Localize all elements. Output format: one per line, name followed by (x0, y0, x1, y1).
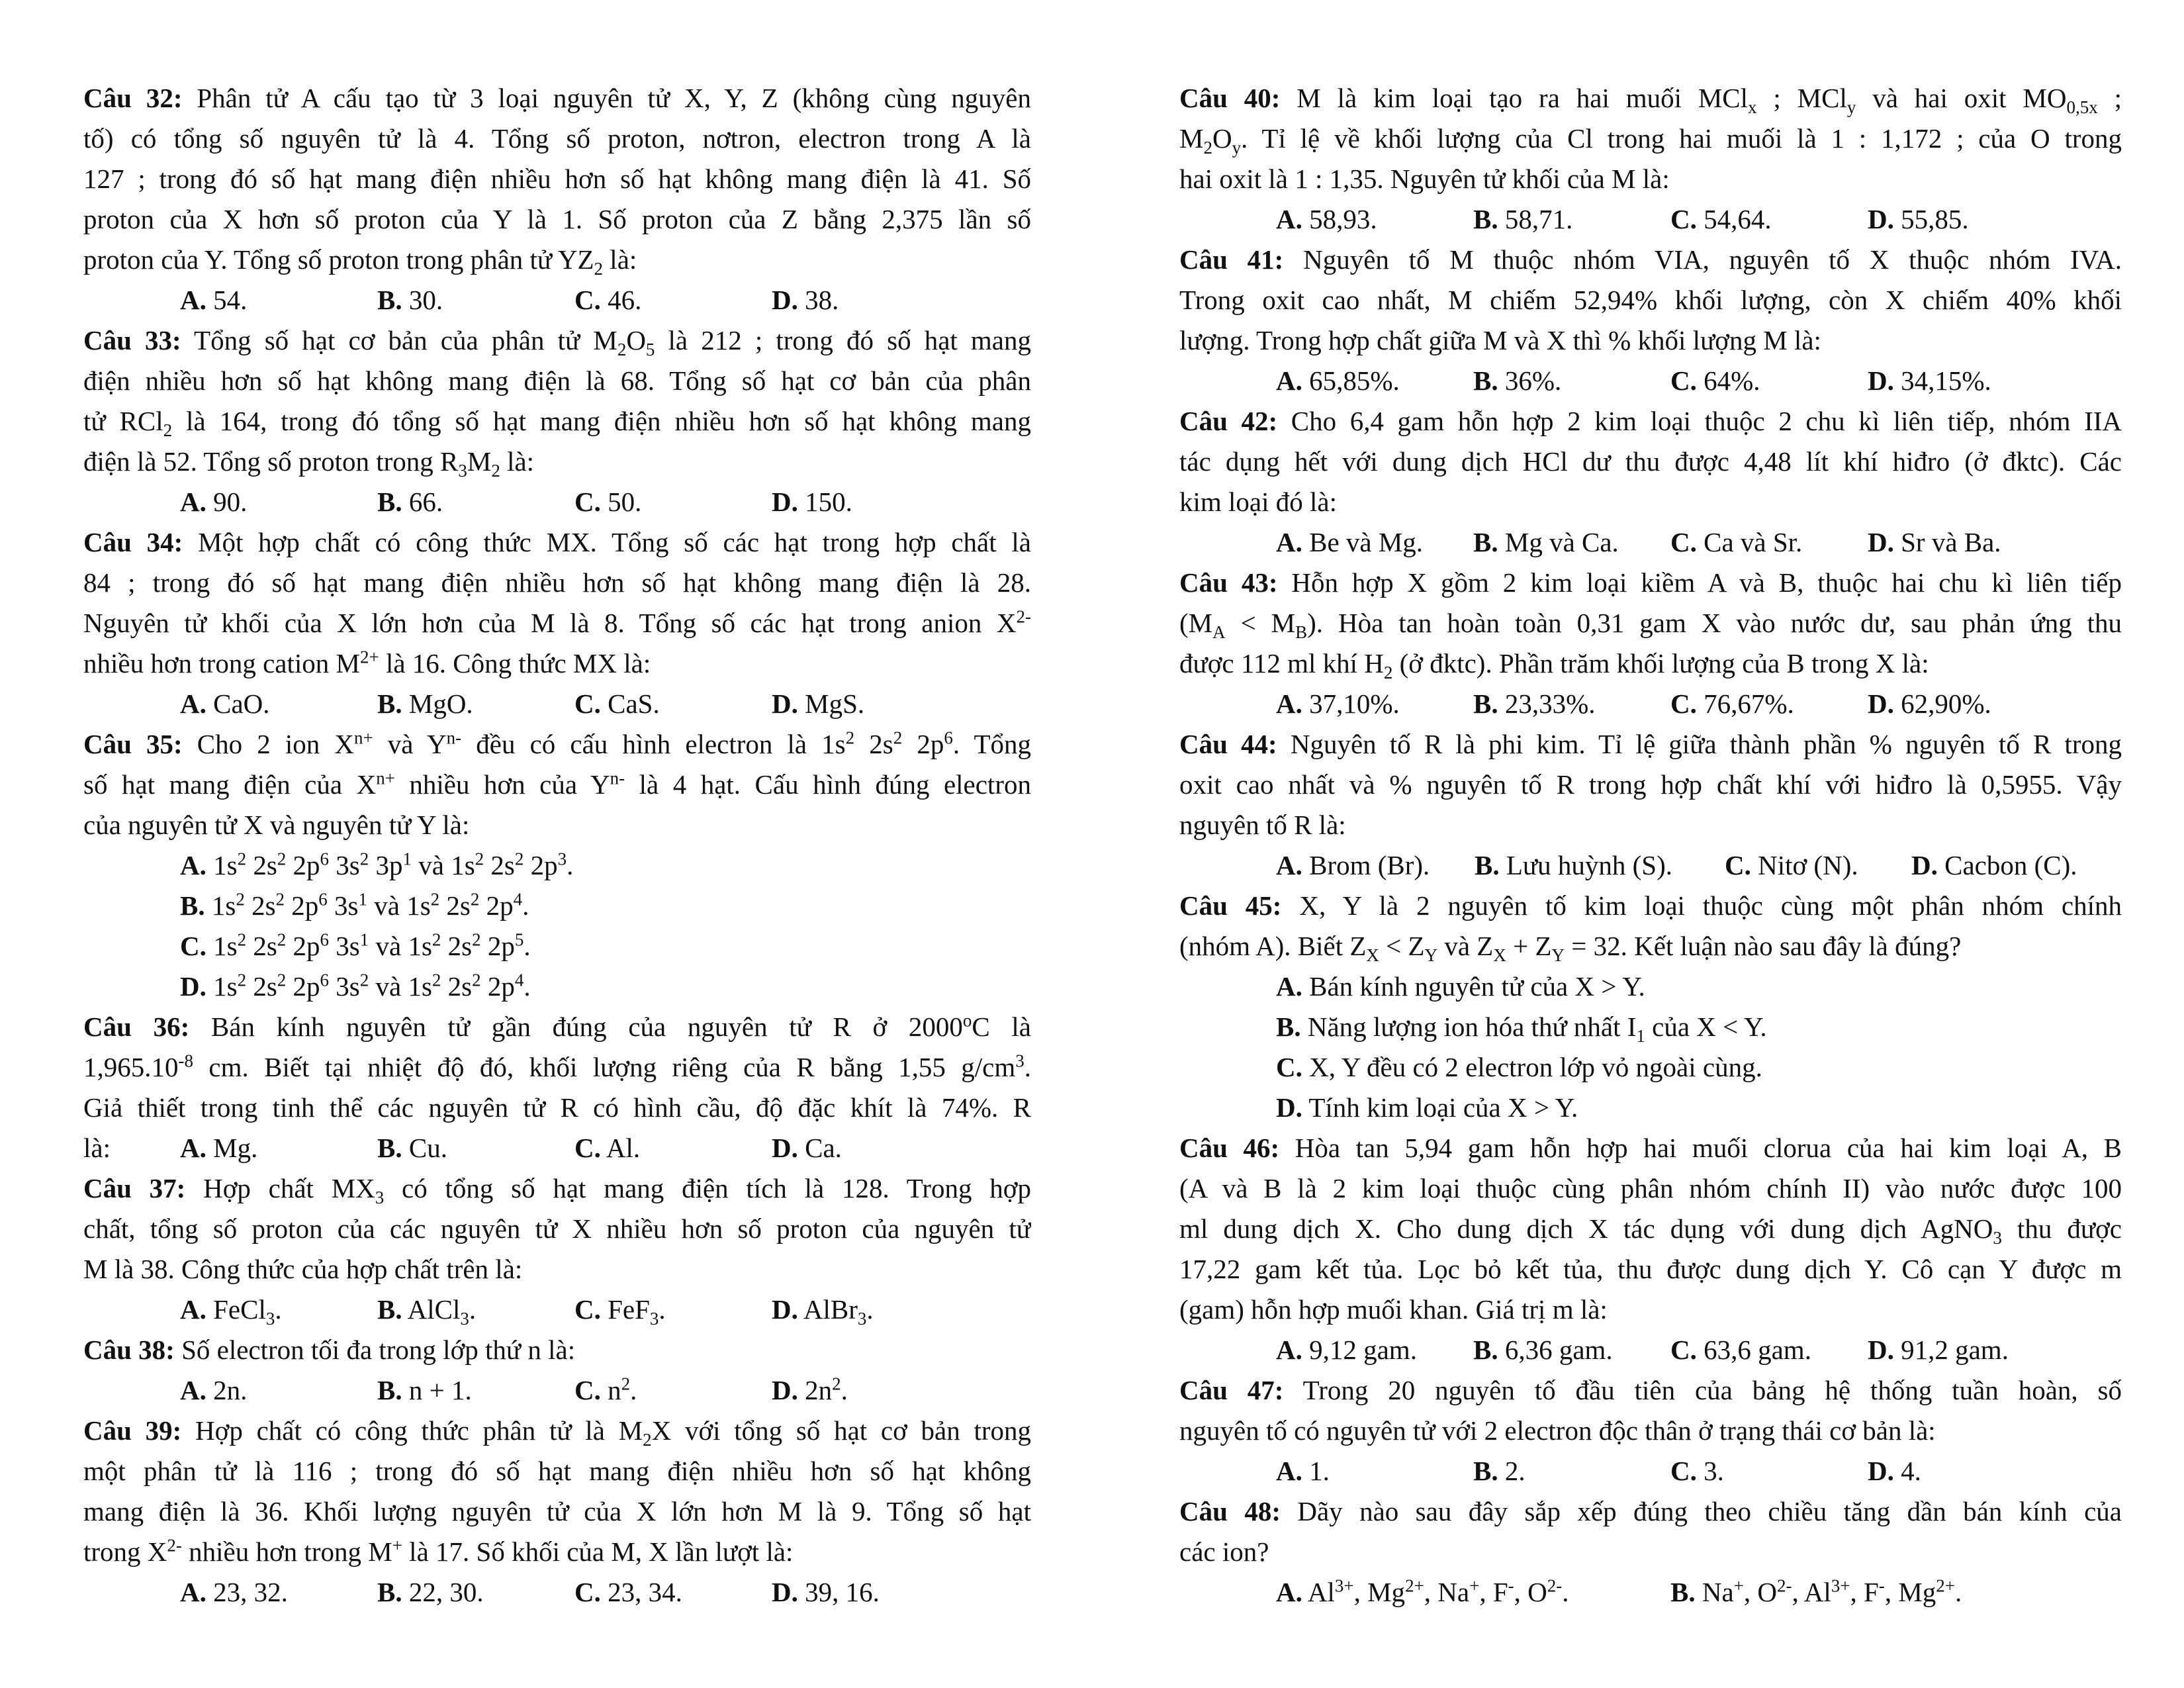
q45-option-b[interactable]: B. Năng lượng ion hóa thứ nhất $I_1$ của X < Y. (1276, 1011, 1767, 1047)
q44-line-2: oxit cao nhất và % nguyên tố R trong hợp chất khí với hiđro là 0,5955. Vậy (1179, 769, 2122, 800)
q38-options (83, 1370, 1031, 1411)
q39-options (83, 1572, 1031, 1613)
q39-line-3: mang điện là 36. Khối lượng nguyên tử của X lớn hơn M là 9. Tổng số hạt (83, 1496, 1031, 1526)
q41-option-a[interactable]: A. 65,85%. (1276, 365, 1400, 396)
q34-option-a[interactable]: A. CaO. (180, 688, 270, 719)
q39-line-4: trong $X^{2-}$ nhiều hơn trong M+ là 17. Số khối của M, X lần lượt là: (83, 1535, 794, 1567)
q46-line-5: (gam) hỗn hợp muối khan. Giá trị m là: (1179, 1294, 1608, 1325)
q45-option-d[interactable]: D. Tính kim loại của X > Y. (1276, 1092, 1578, 1123)
q32-option-c[interactable]: C. 46. (574, 285, 642, 315)
q36-option-a[interactable]: A. Mg. (180, 1133, 258, 1163)
q36-line-1: Câu 36: Bán kính nguyên tử gần đúng của nguyên tử R ở 2000$^o$C là (83, 1010, 1031, 1042)
q48-option-b[interactable]: B. Na+, $O^{2-}$, $Al^{3+}$, F-, $Mg^{2+}$. (1670, 1575, 1962, 1607)
q41-option-d[interactable]: D. 34,15%. (1868, 365, 1991, 396)
q47-option-c[interactable]: C. 3. (1670, 1456, 1724, 1486)
q35-line-2: số hạt mang điện của $X^{n+}$ nhiều hơn của $Y^{n-}$ là 4 hạt. Cấu hình đúng electron (83, 768, 1031, 800)
q32-line-2: tố) có tổng số nguyên tử là 4. Tổng số proton, nơtron, electron trong A là (83, 123, 1031, 154)
q37-options (83, 1289, 1031, 1330)
q34-line-4: nhiều hơn trong cation $M^{2+}$ là 16. Công thức MX là: (83, 647, 651, 679)
q41-line-1: Câu 41: Nguyên tố M thuộc nhóm VIA, nguyên tố X thuộc nhóm IVA. (1179, 244, 2122, 275)
q32-line-3: 127 ; trong đó số hạt mang điện nhiều hơn số hạt không mang điện là 41. Số (83, 164, 1031, 194)
q41-option-b[interactable]: B. 36%. (1473, 365, 1562, 396)
q46-options (1179, 1330, 2122, 1370)
q44-option-b[interactable]: B. Lưu huỳnh (S). (1475, 850, 1672, 880)
q32-options (83, 280, 1031, 320)
q42-line-1: Câu 42: Cho 6,4 gam hỗn hợp 2 kim loại thuộc 2 chu kì liên tiếp, nhóm IIA (1179, 406, 2122, 436)
q38-option-b[interactable]: B. n + 1. (377, 1375, 472, 1405)
q38-line-1: Câu 38: Số electron tối đa trong lớp thứ n là: (83, 1335, 576, 1365)
q35-option-b[interactable]: B. $1s^2$ $2s^2$ $2p^6$ $3s^1$ và $1s^2$ $2s^2$ $2p^4$. (180, 889, 529, 921)
q33-option-c[interactable]: C. 50. (574, 487, 642, 517)
q36-option-c[interactable]: C. Al. (574, 1133, 641, 1163)
q38-option-a[interactable]: A. 2n. (180, 1375, 248, 1405)
q39-option-d[interactable]: D. 39, 16. (772, 1577, 880, 1607)
q46-line-1: Câu 46: Hòa tan 5,94 gam hỗn hợp hai muối clorua của hai kim loại A, B (1179, 1133, 2122, 1163)
q43-option-a[interactable]: A. 37,10%. (1276, 688, 1400, 719)
q40-line-3: hai oxit là 1 : 1,35. Nguyên tử khối của M là: (1179, 164, 1670, 194)
q42-option-b[interactable]: B. Mg và Ca. (1473, 527, 1619, 557)
q40-option-a[interactable]: A. 58,93. (1276, 204, 1377, 234)
q40-option-c[interactable]: C. 54,64. (1670, 204, 1772, 234)
q33-options (83, 482, 1031, 522)
q32-option-a[interactable]: A. 54. (180, 285, 248, 315)
q35-option-a[interactable]: A. $1s^2$ $2s^2$ $2p^6$ $3s^2$ $3p^1$ và $1s^2$ $2s^2$ $2p^3$. (180, 849, 574, 880)
q44-option-a[interactable]: A. Brom (Br). (1276, 850, 1430, 880)
q37-line-3: M là 38. Công thức của hợp chất trên là: (83, 1254, 523, 1284)
q40-options (1179, 199, 2122, 240)
q43-option-d[interactable]: D. 62,90%. (1868, 688, 1991, 719)
q36-line-2: $1,965.10^{-8}$ cm. Biết tại nhiệt độ đó, khối lượng riêng của R bằng 1,55 $g/cm^3$. (83, 1051, 1031, 1082)
q32-option-b[interactable]: B. 30. (377, 285, 443, 315)
q33-line-4: điện là 52. Tổng số proton trong $R_3M_2$ là: (83, 446, 535, 481)
q41-line-3: lượng. Trong hợp chất giữa M và X thì % khối lượng M là: (1179, 325, 1821, 355)
q37-option-a[interactable]: A. FeCl$_3$. (180, 1294, 282, 1329)
q41-line-2: Trong oxit cao nhất, M chiếm 52,94% khối lượng, còn X chiếm 40% khối (1179, 285, 2122, 315)
q36-line-3: Giả thiết trong tinh thể các nguyên tử R có hình cầu, độ đặc khít là 74%. R (83, 1092, 1031, 1123)
q46-option-a[interactable]: A. 9,12 gam. (1276, 1335, 1417, 1365)
q39-line-1: Câu 39: Hợp chất có công thức phân tử là $M_2X$ với tổng số hạt cơ bản trong (83, 1415, 1031, 1450)
right-column (1179, 78, 2122, 1613)
q42-options (1179, 522, 2122, 563)
q37-option-c[interactable]: C. FeF$_3$. (574, 1294, 666, 1329)
q47-line-1: Câu 47: Trong 20 nguyên tố đầu tiên của bảng hệ thống tuần hoàn, số (1179, 1375, 2122, 1405)
q46-option-c[interactable]: C. 63,6 gam. (1670, 1335, 1811, 1365)
q32-option-d[interactable]: D. 38. (772, 285, 839, 315)
q44-option-d[interactable]: D. Cacbon (C). (1911, 850, 2077, 880)
q35-option-d[interactable]: D. $1s^2$ $2s^2$ $2p^6$ $3s^2$ và $1s^2$ $2s^2$ $2p^4$. (180, 970, 531, 1002)
q34-option-b[interactable]: B. MgO. (377, 688, 473, 719)
q37-option-b[interactable]: B. AlCl$_3$. (377, 1294, 477, 1329)
q33-line-1: Câu 33: Tổng số hạt cơ bản của phân tử $M_2O_5$ là 212 ; trong đó số hạt mang (83, 325, 1031, 360)
q34-line-3: Nguyên tử khối của X lớn hơn của M là 8. Tổng số các hạt trong anion $X^{2-}$ (83, 606, 1031, 638)
q46-line-2: (A và B là 2 kim loại thuộc cùng phân nhóm chính II) vào nước được 100 (1179, 1173, 2122, 1203)
q36-option-b[interactable]: B. Cu. (377, 1133, 447, 1163)
q41-option-c[interactable]: C. 64%. (1670, 365, 1760, 396)
q46-option-d[interactable]: D. 91,2 gam. (1868, 1335, 2009, 1365)
q36-option-d[interactable]: D. Ca. (772, 1133, 842, 1163)
q32-line-4: proton của X hơn số proton của Y là 1. Số proton của Z bằng 2,375 lần số (83, 204, 1031, 234)
q34-option-d[interactable]: D. MgS. (772, 688, 865, 719)
q33-line-2: điện nhiều hơn số hạt không mang điện là 68. Tổng số hạt cơ bản của phân (83, 365, 1031, 396)
q48-option-a[interactable]: A. $Al^{3+}$, $Mg^{2+}$, Na+, F-, $O^{2-}$. (1276, 1575, 1569, 1607)
q44-line-1: Câu 44: Nguyên tố R là phi kim. Tỉ lệ giữa thành phần % nguyên tố R trong (1179, 729, 2122, 759)
q44-line-3: nguyên tố R là: (1179, 810, 1346, 840)
q42-line-2: tác dụng hết với dung dịch HCl dư thu được 4,48 lít khí hiđro (ở đktc). Các (1179, 446, 2122, 477)
q48-options (1179, 1572, 2122, 1613)
q33-line-3: tử RCl$_2$ là 164, trong đó tổng số hạt mang điện nhiều hơn số hạt không mang (83, 406, 1031, 441)
q34-options (83, 684, 1031, 724)
q43-option-c[interactable]: C. 76,67%. (1670, 688, 1794, 719)
q48-line-2: các ion? (1179, 1536, 1269, 1567)
q44-options (1179, 845, 2122, 886)
q40-line-1: Câu 40: M là kim loại tạo ra hai muối MCl$_x$ ; MCl$_y$ và hai oxit $MO_{0,5x}$ ; (1179, 83, 2122, 118)
q47-option-b[interactable]: B. 2. (1473, 1456, 1525, 1486)
q32-line-5: proton của Y. Tổng số proton trong phân tử $YZ_2$ là: (83, 244, 637, 279)
q33-option-a[interactable]: A. 90. (180, 487, 248, 517)
q34-line-2: 84 ; trong đó số hạt mang điện nhiều hơn số hạt không mang điện là 28. (83, 567, 1031, 598)
q38-option-c[interactable]: C. $n^2$. (574, 1374, 637, 1405)
q32-line-1: Câu 32: Phân tử A cấu tạo từ 3 loại nguyên tử X, Y, Z (không cùng nguyên (83, 83, 1031, 113)
q37-line-1: Câu 37: Hợp chất $MX_3$ có tổng số hạt mang điện tích là 128. Trong hợp (83, 1173, 1031, 1208)
q46-line-3: ml dung dịch X. Cho dung dịch X tác dụng với dung dịch AgNO$_3$ thu được (1179, 1213, 2122, 1248)
q34-line-1: Câu 34: Một hợp chất có công thức MX. Tổng số các hạt trong hợp chất là (83, 527, 1031, 557)
q43-line-2: $(M_A < M_B)$. Hòa tan hoàn toàn 0,31 gam X vào nước dư, sau phản ứng thu (1179, 608, 2122, 643)
q42-option-c[interactable]: C. Ca và Sr. (1670, 527, 1803, 557)
q39-option-c[interactable]: C. 23, 34. (574, 1577, 682, 1607)
q35-option-c[interactable]: C. $1s^2$ $2s^2$ $2p^6$ $3s^1$ và $1s^2$ $2s^2$ $2p^5$. (180, 929, 531, 961)
q39-line-2: một phân tử là 116 ; trong đó số hạt mang điện nhiều hơn số hạt không (83, 1456, 1031, 1486)
q42-line-3: kim loại đó là: (1179, 487, 1337, 517)
q47-option-d[interactable]: D. 4. (1868, 1456, 1921, 1486)
q42-option-a[interactable]: A. Be và Mg. (1276, 527, 1424, 557)
q41-options (1179, 361, 2122, 401)
q44-option-c[interactable]: C. Nitơ (N). (1725, 850, 1858, 880)
q39-option-b[interactable]: B. 22, 30. (377, 1577, 484, 1607)
q35-line-1: Câu 35: Cho 2 ion $X^{n+}$ và $Y^{n-}$ đều có cấu hình electron là $1s^2$ $2s^2$ $2p^6$. Tổng (83, 727, 1031, 759)
q46-option-b[interactable]: B. 6,36 gam. (1473, 1335, 1613, 1365)
q42-option-d[interactable]: D. Sr và Ba. (1868, 527, 2001, 557)
q43-options (1179, 684, 2122, 724)
q33-option-b[interactable]: B. 66. (377, 487, 443, 517)
q35-line-3: của nguyên tử X và nguyên tử Y là: (83, 810, 470, 840)
q37-option-d[interactable]: D. AlBr$_3$. (772, 1294, 874, 1329)
q47-options (1179, 1451, 2122, 1491)
q43-line-1: Câu 43: Hỗn hợp X gồm 2 kim loại kiềm A và B, thuộc hai chu kì liên tiếp (1179, 567, 2122, 598)
q39-option-a[interactable]: A. 23, 32. (180, 1577, 288, 1607)
q45-line-2: (nhóm A). Biết $Z_X < Z_Y$ và $Z_X + Z_Y = 32$. Kết luận nào sau đây là đúng? (1179, 931, 1962, 966)
q47-line-2: nguyên tố có nguyên tử với 2 electron độc thân ở trạng thái cơ bản là: (1179, 1415, 1936, 1446)
q48-line-1: Câu 48: Dãy nào sau đây sắp xếp đúng theo chiều tăng dần bán kính của (1179, 1496, 2122, 1526)
q40-line-2: $M_2O_y$. Tỉ lệ về khối lượng của Cl trong hai muối là 1 : 1,172 ; của O trong (1179, 123, 2122, 158)
q43-option-b[interactable]: B. 23,33%. (1473, 688, 1596, 719)
q34-option-c[interactable]: C. CaS. (574, 688, 660, 719)
q40-option-b[interactable]: B. 58,71. (1473, 204, 1573, 234)
q37-line-2: chất, tổng số proton của các nguyên tử X nhiều hơn số proton của nguyên tử (83, 1213, 1031, 1244)
q45-line-1: Câu 45: X, Y là 2 nguyên tố kim loại thuộc cùng một phân nhóm chính (1179, 890, 2122, 921)
left-column (83, 78, 1031, 1613)
q38-option-d[interactable]: D. $2n^2$. (772, 1374, 848, 1405)
q43-line-3: được 112 ml khí $H_2$ (ở đktc). Phần trăm khối lượng của B trong X là: (1179, 648, 1929, 683)
q46-line-4: 17,22 gam kết tủa. Lọc bỏ kết tủa, thu được dung dịch Y. Cô cạn Y được m (1179, 1254, 2122, 1284)
q33-option-d[interactable]: D. 150. (772, 487, 852, 517)
q40-option-d[interactable]: D. 55,85. (1868, 204, 1969, 234)
q45-option-c[interactable]: C. X, Y đều có 2 electron lớp vỏ ngoài cùng. (1276, 1052, 1762, 1082)
q36-options (83, 1128, 1031, 1168)
q47-option-a[interactable]: A. 1. (1276, 1456, 1330, 1486)
q45-option-a[interactable]: A. Bán kính nguyên tử của X > Y. (1276, 971, 1645, 1002)
q36-line-4: là: (83, 1133, 111, 1163)
